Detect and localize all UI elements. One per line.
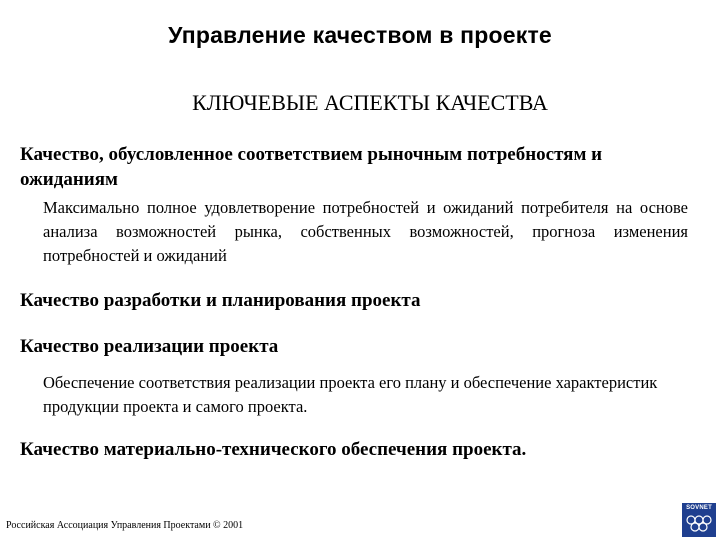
section-heading-implementation: Качество реализации проекта [20,336,279,357]
section-body-implementation: Обеспечение соответствия реализации проекта его плану и обеспечение характеристик продукции проекта и самого проекта. [43,373,658,416]
section-heading-market: Качество, обусловленное соответствием рыночным потребностям и ожиданиям [20,144,603,190]
rings-icon [685,514,713,534]
section-heading-logistics: Качество материально-технического обеспечения проекта. [20,439,527,460]
section-body-market: Максимально полное удовлетворение потребностей и ожиданий потребителя на основе анализа возможностей рынка, собственных возможностей, прогноза изменения потребностей и ожиданий [43,198,688,265]
footer-copyright: Российская Ассоциация Управления Проектами © 2001 [6,520,244,531]
section-heading-planning: Качество разработки и планирования проекта [20,290,421,311]
slide-title: Управление качеством в проекте [168,22,552,48]
sovnet-logo [682,503,716,537]
slide-subtitle: КЛЮЧЕВЫЕ АСПЕКТЫ КАЧЕСТВА [192,90,548,115]
sovnet-logo-text: SOVNET [686,505,712,511]
